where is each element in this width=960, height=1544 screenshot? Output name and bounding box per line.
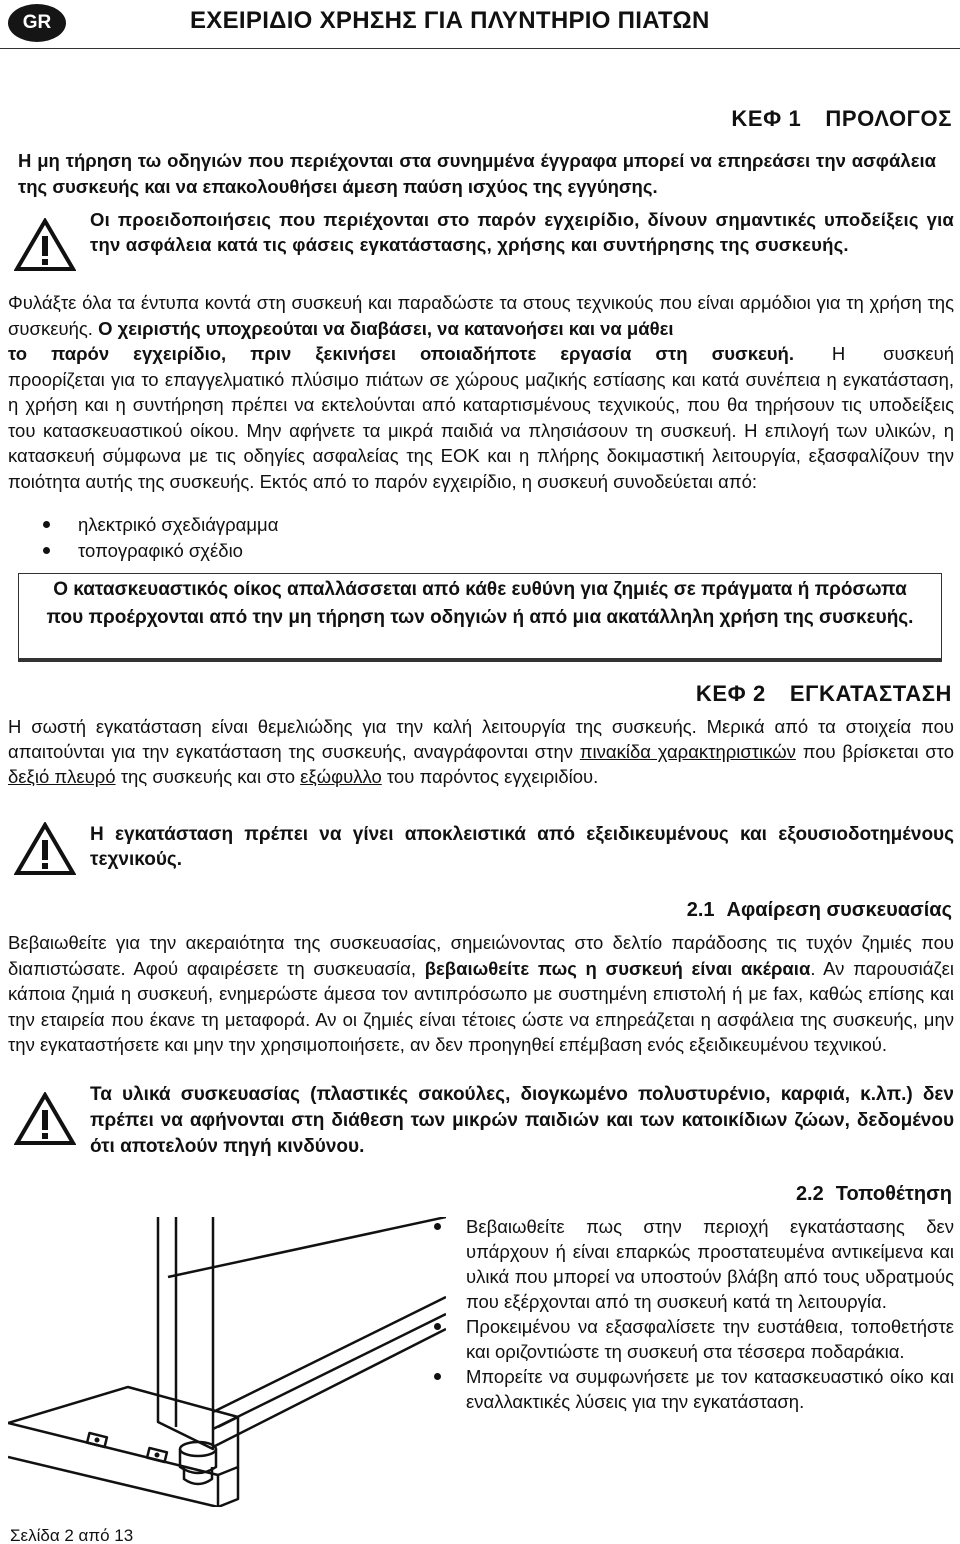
section-2-1-heading (687, 897, 952, 923)
chapter-2-intro: Η σωστή εγκατάσταση είναι θεμελιώδης για την καλή λειτουργία της συσκευής. Μερικά από τα στοιχεία που απαιτούνται για την εγκατάσταση της συσκευής, αναγράφονται στην πινακίδα χαρακτηριστικών που βρίσκεται στο δεξιό πλευρό της συσκευής και στο εξώφυλλο του παρόντος εγχειριδίου. (8, 716, 955, 787)
chapter-1-title: ΠΡΟΛΟΓΟΣ (825, 106, 952, 131)
list-item: ηλεκτρικό σχεδιάγραμμα (30, 512, 630, 537)
para-accompanied: Εκτός από το παρόν εγχειρίδιο, η συσκευή συνοδεύεται από: (259, 470, 758, 492)
section-2-1-number: 2.1 (686, 899, 715, 921)
section-2-1-title: Αφαίρεση συσκευασίας (726, 899, 952, 921)
cover-reference: εξώφυλλο (300, 766, 382, 787)
accompanying-items-list (30, 512, 630, 563)
para-purpose: Η συσκευή προορίζεται για το επαγγελματικό πλύσιμο πιάτων σε χώρους μαζικής εστίασης και κατά συνέπεια η εγκατάσταση, η χρήση και η συντήρηση πρέπει να εκτελούνται από καταρτισμένους τεχνικούς, που θα τηρήσουν τις υποδείξεις του κατασκευαστικού οίκου. Μην αφήνετε τα μικρά παιδιά να πλησιάσουν τη συσκευή. Η επιλογή των υλικών, η κατασκευή σύμφωνα με τις οδηγίες ασφαλείας της ΕΟΚ και η πλήρης δοκιμαστική λειτουργία, εξασφαλίζουν την ποιότητα αυτής της συσκευής. (8, 343, 954, 492)
warranty-notice: Η μη τήρηση τω οδηγιών που περιέχονται στα συνημμένα έγγραφα μπορεί να επηρεάσει την ασφάλεια της συσκευής και να επακολουθήσει άμεση παύση ισχύος της εγγύησης. (18, 150, 936, 197)
list-item: Μπορείτε να συμφωνήσετε με τον κατασκευαστικό οίκο και εναλλακτικές λύσεις για την εγκατάσταση. (432, 1364, 954, 1414)
liability-notice-box (18, 573, 942, 659)
section-2-1-body: Βεβαιωθείτε για την ακεραιότητα της συσκευασίας, σημειώνοντας στο δελτίο παράδοσης τις τυχόν ζημιές που διαπιστώσατε. Αφού αφαιρέσετε τη συσκευασία, βεβαιωθείτε πως η συσκευή είναι ακέραια. Αν παρουσιάζει κάποια ζημιά η συσκευή, ενημερώστε άμεσα τον αντιπρόσωπο με συστημένη επιστολή ή με fax, καθώς επίσης και την εταιρεία που έκανε τη μεταφορά. Αν οι ζημιές είναι τέτοιες ώστε να επηρεάζεται η ασφάλεια της συσκευής, μην την εγκαταστήσετε και μην την χρησιμοποιήσετε, αν δεν προηγηθεί επέμβαση ενός εξειδικευμένου τεχνικού. (8, 932, 955, 1055)
leveling-foot-illustration (8, 1217, 446, 1507)
packaging-warning: Τα υλικά συσκευασίας (πλαστικές σακούλες, διογκωμένο πολυστυρένιο, καρφιά, κ.λπ.) δεν πρέπει να αφήνονται στη διάθεση των μικρών παιδιών και των κατοικίδιων ζώων, δεδομένου ότι αποτελούν πηγή κινδύνου. (90, 1084, 954, 1157)
nameplate-reference: πινακίδα χαρακτηριστικών (579, 741, 796, 762)
check-intact-emphasis: βεβαιωθείτε πως η συσκευή είναι ακέραια (424, 957, 811, 979)
list-item: Προκειμένου να εξασφαλίσετε την ευστάθεια, τοποθετήστε και οριζοντιώστε τη συσκευή στα τέσσερα ποδαράκια. (432, 1314, 954, 1364)
placement-list (432, 1214, 954, 1414)
warning-icon (14, 218, 76, 272)
section-2-2-heading (796, 1181, 952, 1207)
language-badge: GR (8, 4, 66, 42)
section-2-2-title: Τοποθέτηση (835, 1183, 952, 1205)
chapter-1-heading (731, 105, 952, 133)
warning-icon (14, 1092, 76, 1146)
section-2-2-number: 2.2 (795, 1183, 824, 1205)
para-keep-documents: Φυλάξτε όλα τα έντυπα κοντά στη συσκευή και παραδώστε τα στους τεχνικούς που είναι αρμόδιοι για τη χρήση της συσκευής. (8, 292, 954, 339)
list-item: τοπογραφικό σχέδιο (30, 538, 630, 563)
warning-icon (14, 822, 76, 876)
right-side-reference: δεξιό πλευρό (8, 766, 116, 787)
para-operator-line2: το παρόν εγχειρίδιο, πριν ξεκινήσει οποιαδήποτε εργασία στη συσκευή. (8, 343, 794, 364)
para-operator-line1: Ο χειριστής υποχρεούται να διαβάσει, να κατανοήσει και να μάθει (98, 317, 674, 339)
header-divider (0, 48, 960, 49)
chapter-1-body (8, 290, 954, 494)
liability-notice: Ο κατασκευαστικός οίκος απαλλάσσεται από κάθε ευθύνη για ζημιές σε πράγματα ή πρόσωπα που προέρχονται από την μη τήρηση των οδηγιών ή από μια ακατάλληλη χρήση της συσκευής. (46, 579, 914, 628)
list-item: Βεβαιωθείτε πως στην περιοχή εγκατάστασης δεν υπάρχουν ή είναι επαρκώς προστατευμένα αντικείμενα και υλικά που μπορεί να υποστούν βλάβη από τους υδρατμούς που εξέρχονται από τη συσκευή κατά τη λειτουργία. (432, 1214, 954, 1314)
document-title: ΕΧΕΙΡΙΔΙΟ ΧΡΗΣΗΣ ΓΙΑ ΠΛΥΝΤΗΡΙΟ ΠΙΑΤΩΝ (190, 7, 710, 34)
chapter-2-title: ΕΓΚΑΤΑΣΤΑΣΗ (789, 681, 952, 706)
installer-warning: Η εγκατάσταση πρέπει να γίνει αποκλειστικά από εξειδικευμένους και εξουσιοδοτημένους τεχνικούς. (90, 824, 954, 870)
chapter-2-heading (696, 680, 952, 708)
chapter-2-number: ΚΕΦ 2 (695, 681, 766, 706)
chapter-1-number: ΚΕΦ 1 (731, 106, 802, 131)
page-number: Σελίδα 2 από 13 (10, 1526, 134, 1544)
safety-warning: Οι προειδοποιήσεις που περιέχονται στο παρόν εγχειρίδιο, δίνουν σημαντικές υποδείξεις για την ασφάλεια κατά τις φάσεις εγκατάστασης, χρήσης και συντήρησης της συσκευής. (90, 209, 954, 255)
